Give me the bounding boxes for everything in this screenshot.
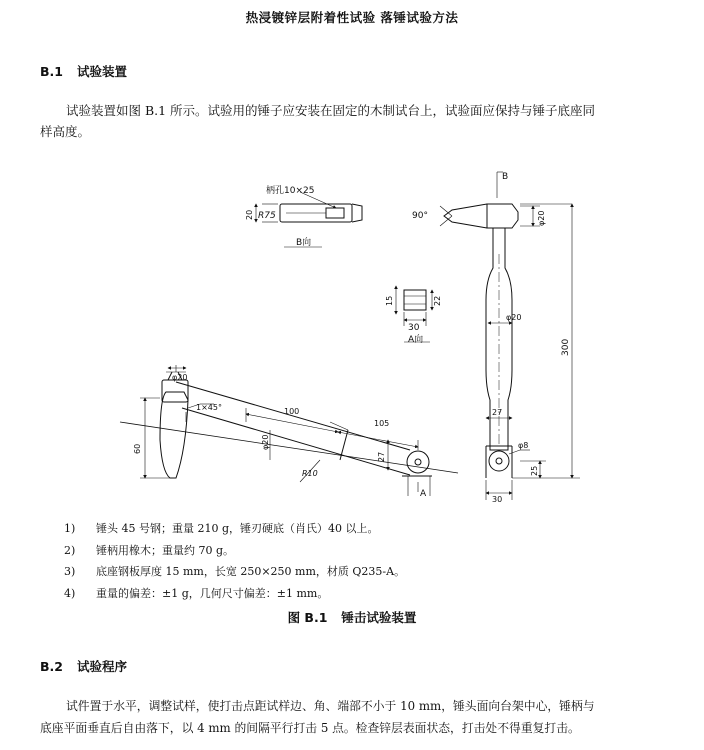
figure-caption	[0, 608, 704, 626]
note-item: 4) 重量的偏差：±1 g，几何尺寸偏差：±1 mm。	[64, 586, 329, 600]
label-dim-30-base: 30	[492, 495, 503, 504]
label-r10: R10	[302, 469, 318, 478]
label-phi20-handle: φ20	[261, 434, 270, 450]
label-dim-25: 25	[530, 465, 539, 476]
section-b2-heading	[40, 657, 127, 675]
label-dim-30-a: 30	[408, 323, 420, 333]
label-phi8: φ8	[518, 441, 529, 450]
label-phi20-head: φ20	[537, 210, 546, 226]
label-b-view: B向	[296, 238, 312, 248]
paragraph-b2-line2: 底座平面垂直后自由落下，以 4 mm 的间隔平行打击 5 点。检查锌层表面状态，打击处不得重复打击。	[40, 721, 580, 735]
label-dim-300: 300	[561, 338, 571, 356]
note-item: 1) 锤头 45 号钢；重量 210 g，锤刃硬底（肖氏）40 以上。	[64, 522, 379, 535]
figure-title: 锤击试验装置	[341, 610, 417, 625]
paragraph-b1-line1: 试验装置如图 B.1 所示。试验用的锤子应安装在固定的木制试台上，试验面应保持与锤子底座同	[66, 103, 596, 118]
label-dim-60: 60	[133, 443, 142, 454]
a-view-section-drawing	[396, 286, 432, 342]
label-angle-90: 90°	[412, 211, 428, 221]
section-b2-title: 试验程序	[76, 659, 127, 674]
label-chamfer: 1×45°	[196, 403, 222, 412]
front-view-drawing	[440, 172, 580, 500]
label-dim-22: 22	[433, 295, 442, 306]
section-b1-number: B.1	[40, 64, 63, 79]
paragraph-b2-line1: 试件置于水平，调整试样，使打击点距试样边、角、端部不小于 10 mm，锤头面向台架中心，锤柄与	[66, 699, 595, 713]
label-phi20-tip: φ20	[172, 373, 188, 382]
label-dim-20-left: 20	[245, 209, 254, 220]
label-dim-15: 15	[385, 295, 394, 306]
section-b1-heading	[40, 62, 127, 80]
section-b2-number: B.2	[40, 659, 63, 674]
note-item: 2) 锤柄用橡木；重量约 70 g。	[64, 543, 235, 557]
label-dim-27-right: 27	[492, 408, 503, 417]
label-dim-105: 105	[374, 419, 390, 428]
label-dim-100: 100	[284, 407, 300, 416]
label-phi20-shaft: φ20	[506, 313, 522, 322]
label-b-mark: B	[502, 172, 509, 182]
side-view-drawing	[120, 365, 458, 496]
page-header: 热浸镀锌层附着性试验 落锤试验方法	[245, 10, 459, 25]
label-handle-hole: 柄孔10×25	[266, 186, 315, 196]
label-dim-27-mid: 27	[377, 451, 386, 462]
hammer-apparatus-figure	[0, 160, 704, 515]
figure-notes	[64, 518, 405, 604]
label-r75: R75	[258, 211, 276, 221]
figure-number: 图 B.1	[287, 610, 328, 625]
label-a-view: A向	[408, 335, 424, 345]
label-a-mark: A	[420, 489, 427, 499]
paragraph-b1-line2: 样高度。	[40, 124, 91, 139]
note-item: 3) 底座钢板厚度 15 mm，长宽 250×250 mm，材质 Q235-A。	[64, 565, 406, 578]
section-b1-title: 试验装置	[76, 64, 127, 79]
